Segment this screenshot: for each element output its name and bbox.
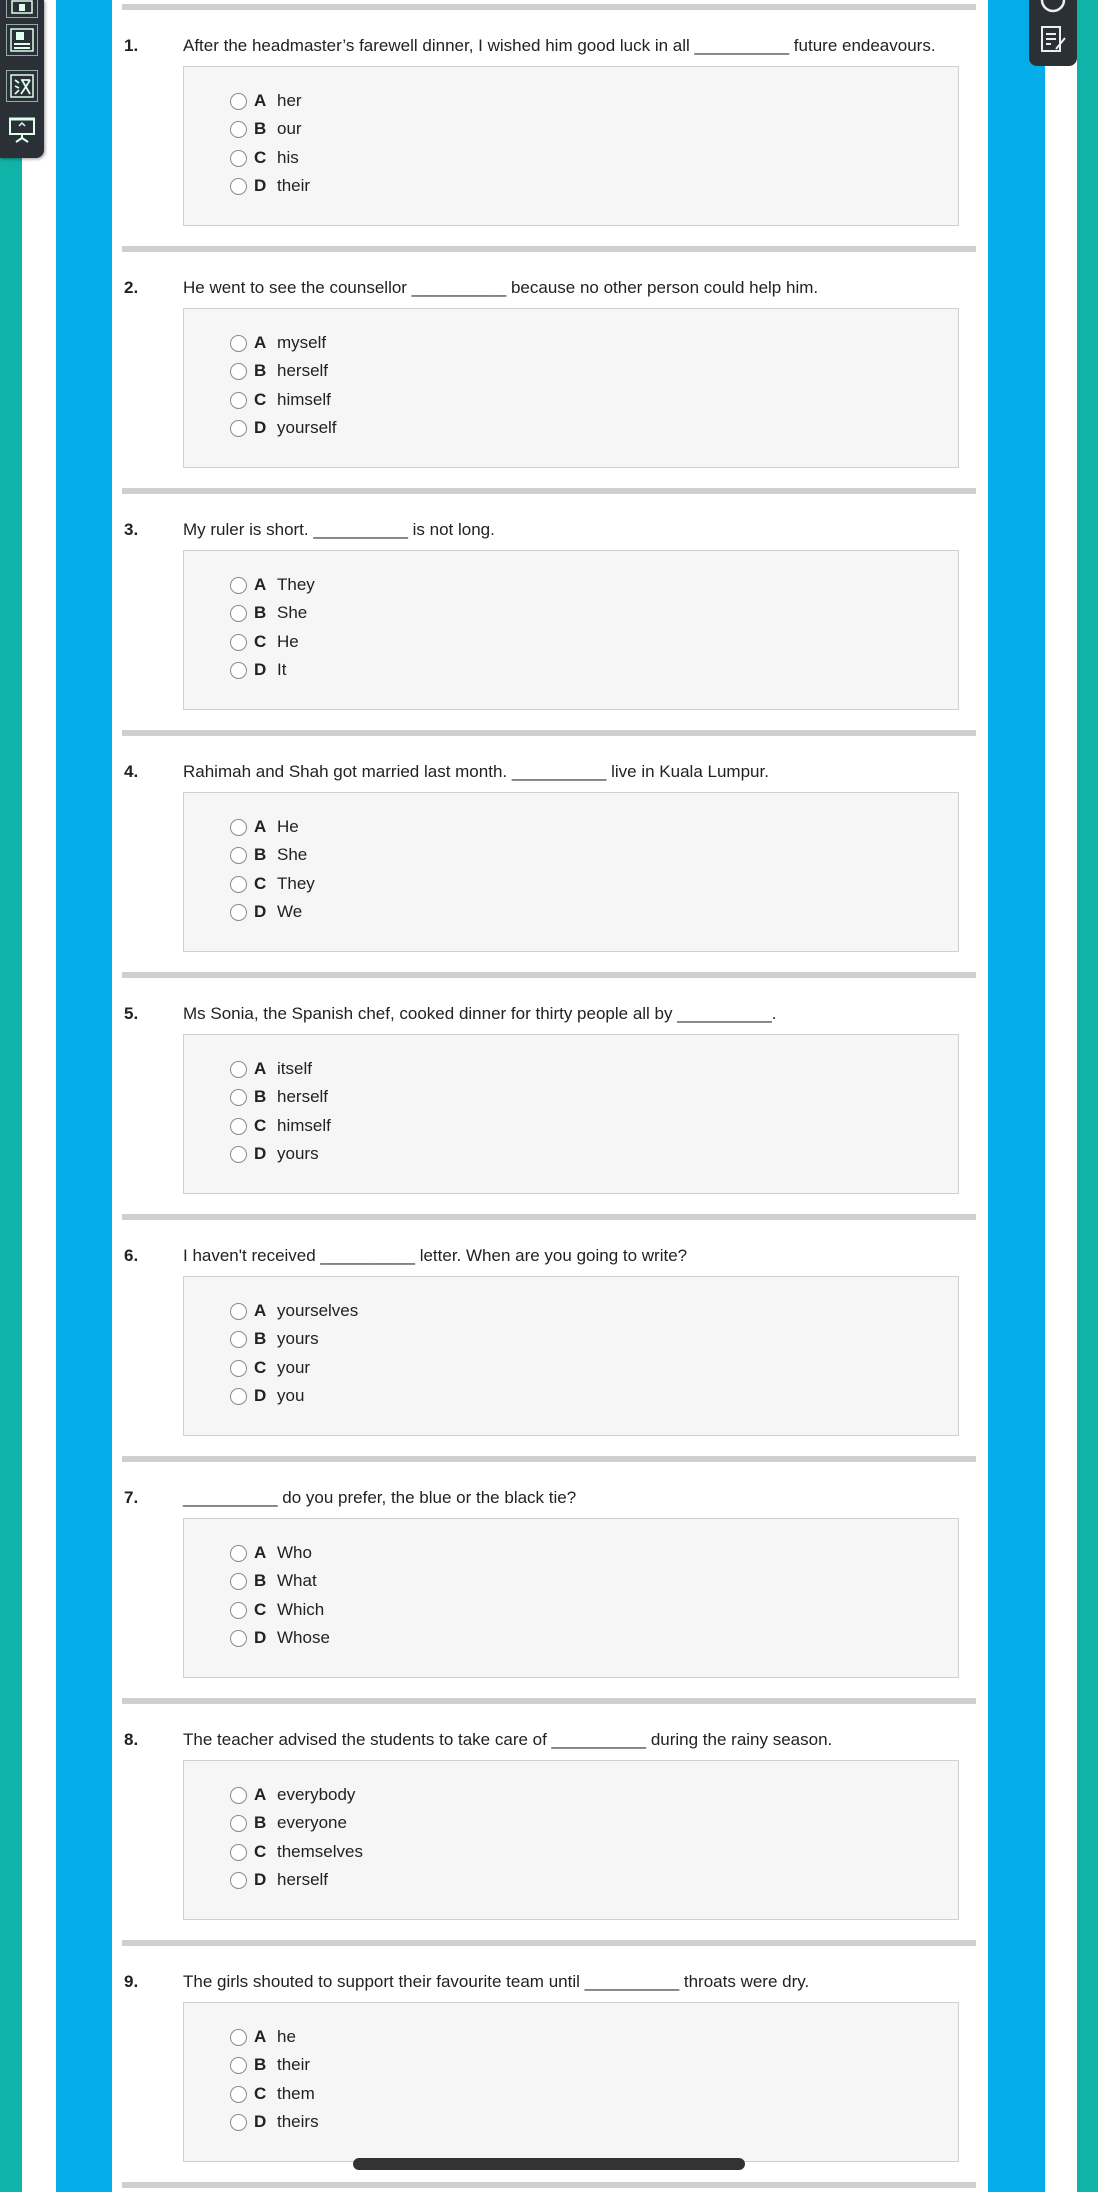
question-text: Rahimah and Shah got married last month. __________ live in Kuala Lumpur. [183, 762, 769, 781]
radio-button[interactable] [230, 1872, 247, 1889]
option-d[interactable] [230, 658, 286, 682]
question-number: 5. [124, 1004, 139, 1023]
option-letter: A [254, 817, 267, 836]
right-white-strip [1045, 0, 1077, 2192]
option-letter: D [254, 418, 267, 437]
radio-button[interactable] [230, 847, 247, 864]
option-text: he [277, 2027, 296, 2046]
question-text: My ruler is short. __________ is not long. [183, 520, 495, 539]
option-d[interactable] [230, 1626, 330, 1650]
option-b[interactable] [230, 843, 307, 867]
option-letter: C [254, 1842, 267, 1861]
right-blue-margin [988, 0, 1045, 2192]
options-box [183, 2002, 959, 2162]
option-text: himself [277, 390, 331, 409]
question-text: __________ do you prefer, the blue or the black tie? [183, 1488, 577, 1507]
radio-button[interactable] [230, 363, 247, 380]
radio-button[interactable] [230, 93, 247, 110]
question-separator [122, 1940, 976, 1946]
question-separator [122, 1456, 976, 1462]
question-5 [112, 972, 988, 1214]
question-number: 3. [124, 520, 139, 539]
question-separator [122, 488, 976, 494]
option-text: yourselves [277, 1301, 359, 1320]
left-blue-margin [56, 0, 112, 2192]
radio-button[interactable] [230, 392, 247, 409]
option-letter: C [254, 874, 267, 893]
question-separator [122, 1214, 976, 1220]
option-d[interactable] [230, 174, 310, 198]
option-letter: B [254, 1087, 267, 1106]
option-letter: C [254, 390, 267, 409]
options-box [183, 66, 959, 226]
option-letter: C [254, 1600, 267, 1619]
option-letter: C [254, 1116, 267, 1135]
option-text: your [277, 1358, 311, 1377]
radio-button[interactable] [230, 1118, 247, 1135]
option-c[interactable] [230, 1598, 324, 1622]
option-a[interactable] [230, 89, 302, 113]
question-number: 2. [124, 278, 139, 297]
question-number: 8. [124, 1730, 139, 1749]
option-text: their [277, 2055, 311, 2074]
radio-button[interactable] [230, 150, 247, 167]
option-d[interactable] [230, 900, 302, 924]
option-b[interactable] [230, 2053, 310, 2077]
option-c[interactable] [230, 1356, 310, 1380]
radio-button[interactable] [230, 819, 247, 836]
option-letter: D [254, 1870, 267, 1889]
option-text: their [277, 176, 311, 195]
option-c[interactable] [230, 146, 299, 170]
question-7 [112, 1456, 988, 1698]
question-number: 9. [124, 1972, 139, 1991]
translate-en-icon[interactable] [6, 0, 38, 18]
options-box [183, 1276, 959, 1436]
question-separator [122, 730, 976, 736]
radio-button[interactable] [230, 1331, 247, 1348]
question-text: Ms Sonia, the Spanish chef, cooked dinner for thirty people all by __________. [183, 1004, 777, 1023]
radio-button[interactable] [230, 1089, 247, 1106]
option-letter: C [254, 632, 267, 651]
option-letter: B [254, 1813, 267, 1832]
option-text: everyone [277, 1813, 347, 1832]
option-letter: A [254, 1059, 267, 1078]
option-text: She [277, 603, 308, 622]
option-letter: C [254, 148, 267, 167]
option-letter: A [254, 91, 267, 110]
radio-button[interactable] [230, 1061, 247, 1078]
option-d[interactable] [230, 1384, 304, 1408]
option-a[interactable] [230, 1541, 312, 1565]
option-text: herself [277, 1087, 329, 1106]
options-box [183, 1760, 959, 1920]
option-a[interactable] [230, 2025, 296, 2049]
option-text: They [277, 874, 315, 893]
option-d[interactable] [230, 416, 337, 440]
option-letter: B [254, 1329, 267, 1348]
options-box [183, 550, 959, 710]
radio-button[interactable] [230, 577, 247, 594]
question-separator [122, 246, 976, 252]
question-number: 7. [124, 1488, 139, 1507]
radio-button[interactable] [230, 2029, 247, 2046]
question-2 [112, 246, 988, 488]
option-text: everybody [277, 1785, 356, 1804]
question-text: He went to see the counsellor __________ because no other person could help him. [183, 278, 819, 297]
timer-icon[interactable] [1037, 0, 1069, 16]
home-indicator-scrollbar[interactable] [353, 2158, 745, 2170]
question-9 [112, 1940, 988, 2182]
option-letter: D [254, 1386, 267, 1405]
option-letter: D [254, 176, 267, 195]
radio-button[interactable] [230, 2086, 247, 2103]
radio-button[interactable] [230, 1146, 247, 1163]
radio-button[interactable] [230, 1815, 247, 1832]
option-text: itself [277, 1059, 312, 1078]
radio-button[interactable] [230, 1360, 247, 1377]
question-number: 6. [124, 1246, 139, 1265]
option-letter: A [254, 575, 267, 594]
radio-button[interactable] [230, 1573, 247, 1590]
option-b[interactable] [230, 1085, 328, 1109]
option-text: himself [277, 1116, 331, 1135]
radio-button[interactable] [230, 2114, 247, 2131]
question-text: After the headmaster’s farewell dinner, I wished him good luck in all __________ future endeavours. [183, 36, 936, 55]
option-text: his [277, 148, 299, 167]
option-text: He [277, 632, 299, 651]
option-a[interactable] [230, 1783, 355, 1807]
presentation-icon[interactable] [6, 114, 38, 146]
option-b[interactable] [230, 1811, 347, 1835]
notes-icon[interactable] [1037, 24, 1069, 56]
option-letter: A [254, 2027, 267, 2046]
option-letter: B [254, 2055, 267, 2074]
option-text: themselves [277, 1842, 363, 1861]
options-box [183, 1518, 959, 1678]
option-text: He [277, 817, 299, 836]
option-text: theirs [277, 2112, 319, 2131]
option-text: yours [277, 1144, 319, 1163]
option-text: We [277, 902, 303, 921]
option-letter: B [254, 845, 267, 864]
option-c[interactable] [230, 1114, 331, 1138]
option-a[interactable] [230, 1057, 312, 1081]
option-c[interactable] [230, 2082, 315, 2106]
option-c[interactable] [230, 1840, 363, 1864]
question-3 [112, 488, 988, 730]
option-letter: B [254, 119, 267, 138]
radio-button[interactable] [230, 1303, 247, 1320]
option-text: They [277, 575, 315, 594]
option-text: Who [277, 1543, 312, 1562]
question-text: The teacher advised the students to take care of __________ during the rainy season. [183, 1730, 833, 1749]
right-toolbar [1029, 0, 1077, 66]
question-separator [122, 1698, 976, 1704]
option-text: myself [277, 333, 327, 352]
question-separator [122, 4, 976, 10]
question-separator [122, 2182, 976, 2188]
radio-button[interactable] [230, 605, 247, 622]
question-number: 1. [124, 36, 139, 55]
option-text: She [277, 845, 308, 864]
chinese-char-icon[interactable] [6, 70, 38, 102]
option-text: herself [277, 1870, 329, 1889]
question-text: The girls shouted to support their favourite team until __________ throats were dry. [183, 1972, 810, 1991]
question-number: 4. [124, 762, 139, 781]
question-6 [112, 1214, 988, 1456]
option-d[interactable] [230, 2110, 319, 2134]
option-a[interactable] [230, 573, 315, 597]
options-box [183, 308, 959, 468]
question-text: I haven't received __________ letter. When are you going to write? [183, 1246, 688, 1265]
option-letter: C [254, 2084, 267, 2103]
radio-button[interactable] [230, 1787, 247, 1804]
question-4 [112, 730, 988, 972]
radio-button[interactable] [230, 420, 247, 437]
options-box [183, 792, 959, 952]
option-text: Which [277, 1600, 325, 1619]
option-text: our [277, 119, 302, 138]
option-b[interactable] [230, 117, 302, 141]
option-text: herself [277, 361, 329, 380]
option-letter: D [254, 1628, 267, 1647]
option-text: Whose [277, 1628, 330, 1647]
question-separator [122, 972, 976, 978]
option-letter: B [254, 361, 267, 380]
radio-button[interactable] [230, 2057, 247, 2074]
option-b[interactable] [230, 601, 307, 625]
option-a[interactable] [230, 331, 326, 355]
option-letter: A [254, 1785, 267, 1804]
option-text: yours [277, 1329, 319, 1348]
option-text: you [277, 1386, 305, 1405]
radio-button[interactable] [230, 1844, 247, 1861]
radio-button[interactable] [230, 1388, 247, 1405]
left-toolbar [0, 0, 44, 158]
radio-button[interactable] [230, 335, 247, 352]
option-text: them [277, 2084, 315, 2103]
worksheet-page [112, 0, 988, 2192]
option-letter: B [254, 1571, 267, 1590]
option-text: What [277, 1571, 317, 1590]
radio-button[interactable] [230, 876, 247, 893]
radio-button[interactable] [230, 1602, 247, 1619]
option-letter: C [254, 1358, 267, 1377]
option-c[interactable] [230, 630, 299, 654]
option-letter: B [254, 603, 267, 622]
option-letter: A [254, 1301, 267, 1320]
option-letter: D [254, 1144, 267, 1163]
option-letter: D [254, 660, 267, 679]
option-letter: D [254, 902, 267, 921]
translate-en-bm-icon[interactable] [6, 24, 38, 56]
radio-button[interactable] [230, 178, 247, 195]
option-b[interactable] [230, 1327, 319, 1351]
question-1 [112, 4, 988, 246]
radio-button[interactable] [230, 904, 247, 921]
option-c[interactable] [230, 388, 331, 412]
option-a[interactable] [230, 1299, 358, 1323]
radio-button[interactable] [230, 121, 247, 138]
radio-button[interactable] [230, 662, 247, 679]
option-c[interactable] [230, 872, 315, 896]
left-white-strip [22, 0, 56, 2192]
option-letter: D [254, 2112, 267, 2131]
radio-button[interactable] [230, 1630, 247, 1647]
option-text: yourself [277, 418, 337, 437]
option-b[interactable] [230, 1569, 317, 1593]
options-box [183, 1034, 959, 1194]
option-text: It [277, 660, 287, 679]
option-d[interactable] [230, 1142, 319, 1166]
option-b[interactable] [230, 359, 328, 383]
option-a[interactable] [230, 815, 299, 839]
radio-button[interactable] [230, 634, 247, 651]
option-text: her [277, 91, 302, 110]
left-teal-border [0, 0, 22, 2192]
right-teal-border [1077, 0, 1098, 2192]
option-letter: A [254, 1543, 267, 1562]
option-d[interactable] [230, 1868, 328, 1892]
radio-button[interactable] [230, 1545, 247, 1562]
option-letter: A [254, 333, 267, 352]
question-8 [112, 1698, 988, 1940]
